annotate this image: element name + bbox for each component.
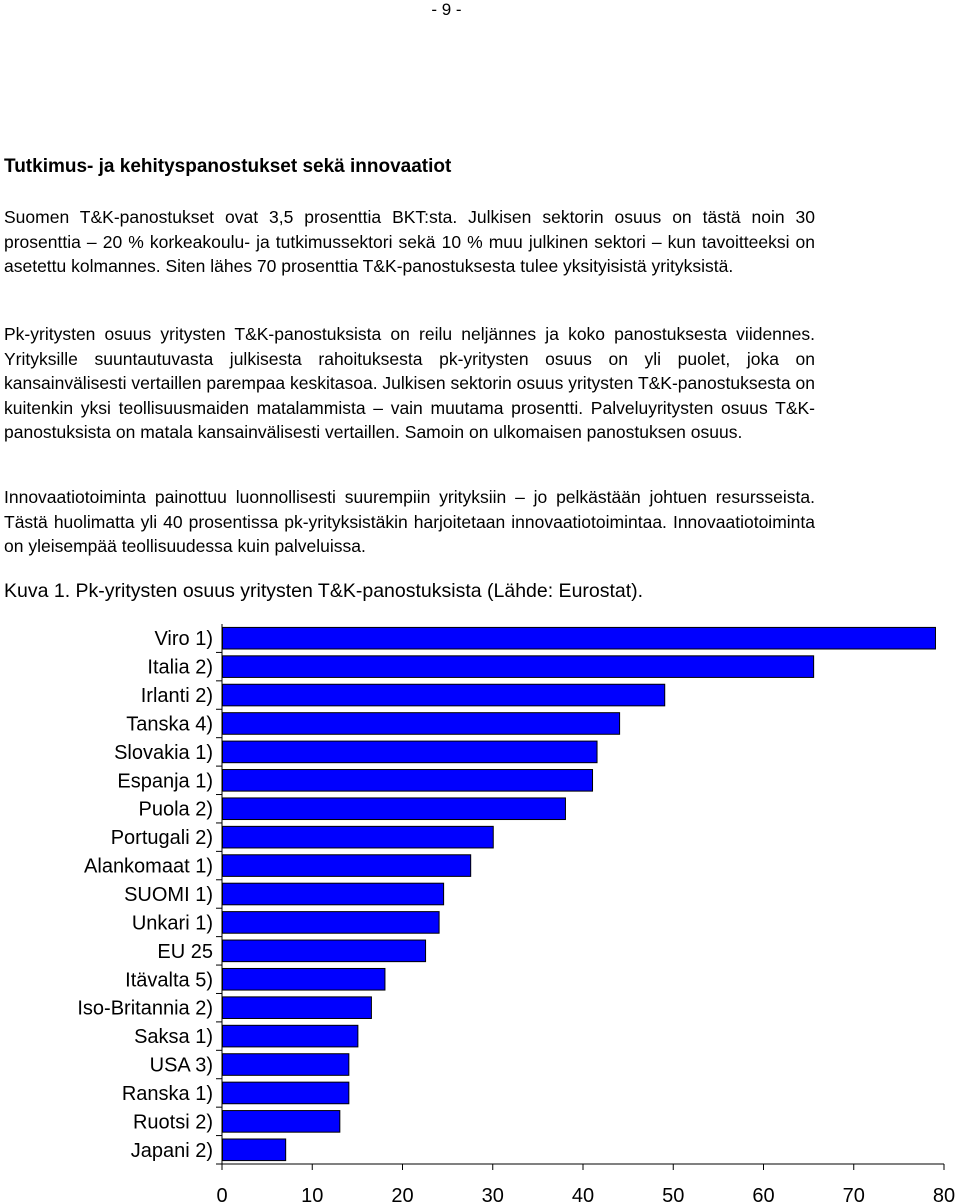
x-tick-label: 50 [662,1185,685,1204]
figure-caption: Kuva 1. Pk-yritysten osuus yritysten T&K-panostuksista (Lähde: Eurostat). [4,580,644,602]
category-label: Saksa 1) [134,1026,213,1049]
x-tick-label: 30 [481,1185,504,1204]
category-label: Alankomaat 1) [84,855,213,878]
section-heading: Tutkimus- ja kehityspanostukset sekä innovaatiot [4,156,452,177]
bar [223,656,814,678]
bar [223,940,426,962]
bar-chart [0,612,960,1204]
x-tick-label: 80 [932,1185,956,1204]
bar [223,798,566,820]
bar [223,826,494,848]
paragraph-rd-investment: Suomen T&K-panostukset ovat 3,5 prosenttia BKT:sta. Julkisen sektorin osuus on tästä noin 30 prosenttia – 20 % korkeakoulu- ja tutkimussektori sekä 10 % muu julkinen sektori – kun tavoitteeksi on asetettu kolmannes. Siten lähes 70 prosenttia T&K-panostuksesta tulee yksityisistä yrityksistä. [4,207,815,276]
bar [223,912,440,934]
bar [223,1025,358,1047]
bar [223,770,593,792]
bar [223,997,372,1019]
x-tick-label: 20 [391,1185,414,1204]
category-label: Espanja 1) [117,770,213,793]
x-tick-label: 0 [216,1185,228,1204]
category-label: Viro 1) [154,628,213,651]
category-label: Portugali 2) [110,827,213,850]
bar [223,741,598,763]
x-tick-label: 60 [752,1185,775,1204]
category-label: Ruotsi 2) [132,1111,213,1134]
page-number: - 9 - [431,0,462,19]
bar [223,684,665,706]
category-label: Itävalta 5) [125,969,213,992]
bar [223,855,471,877]
bar [223,713,620,735]
category-label: Irlanti 2) [140,685,213,708]
paragraph-sme-share: Pk-yritysten osuus yritysten T&K-panostuksista on reilu neljännes ja koko panostuksesta viidennes. Yrityksille suuntautuvasta julkisesta rahoituksesta pk-yritysten osuus on yli puolet, joka on kansainvälisesti vertaillen parempaa keskitasoa. Julkisen sektorin osuus yritysten T&K-panostuksesta on kuitenkin yksi teollisuusmaiden matalammista – vain muutama prosentti. Palveluyritysten osuus T&K-panostuksista on matala kansainvälisesti vertaillen. Samoin on ulkomaisen panostuksen osuus. [4,324,815,442]
category-label: Iso-Britannia 2) [77,997,213,1020]
bar [223,883,444,905]
category-label: SUOMI 1) [124,884,213,906]
category-label: Italia 2) [147,656,213,679]
x-tick-label: 70 [842,1185,865,1204]
x-tick-label: 40 [571,1185,595,1204]
category-label: Unkari 1) [131,912,213,935]
category-label: Slovakia 1) [114,741,213,764]
bar [223,1054,349,1076]
category-label: USA 3) [149,1054,213,1077]
category-label: Japani 2) [130,1139,213,1162]
bar [223,1139,286,1161]
paragraph-innovation: Innovaatiotoiminta painottuu luonnollisesti suurempiin yrityksiin – jo pelkästään johtuen resursseista. Tästä huolimatta yli 40 prosentissa pk-yrityksistäkin harjoitetaan innovaatiotoimintaa. Innovaatiotoiminta on yleisempää teollisuudessa kuin palveluissa. [4,487,815,556]
category-label: Tanska 4) [126,713,213,736]
bar [223,627,936,649]
bar [223,1082,349,1104]
bar [223,968,385,990]
bar [223,1111,340,1133]
category-label: Ranska 1) [121,1082,213,1105]
x-tick-label: 10 [301,1185,324,1204]
category-label: Puola 2) [138,798,213,821]
category-label: EU 25 [157,940,213,963]
